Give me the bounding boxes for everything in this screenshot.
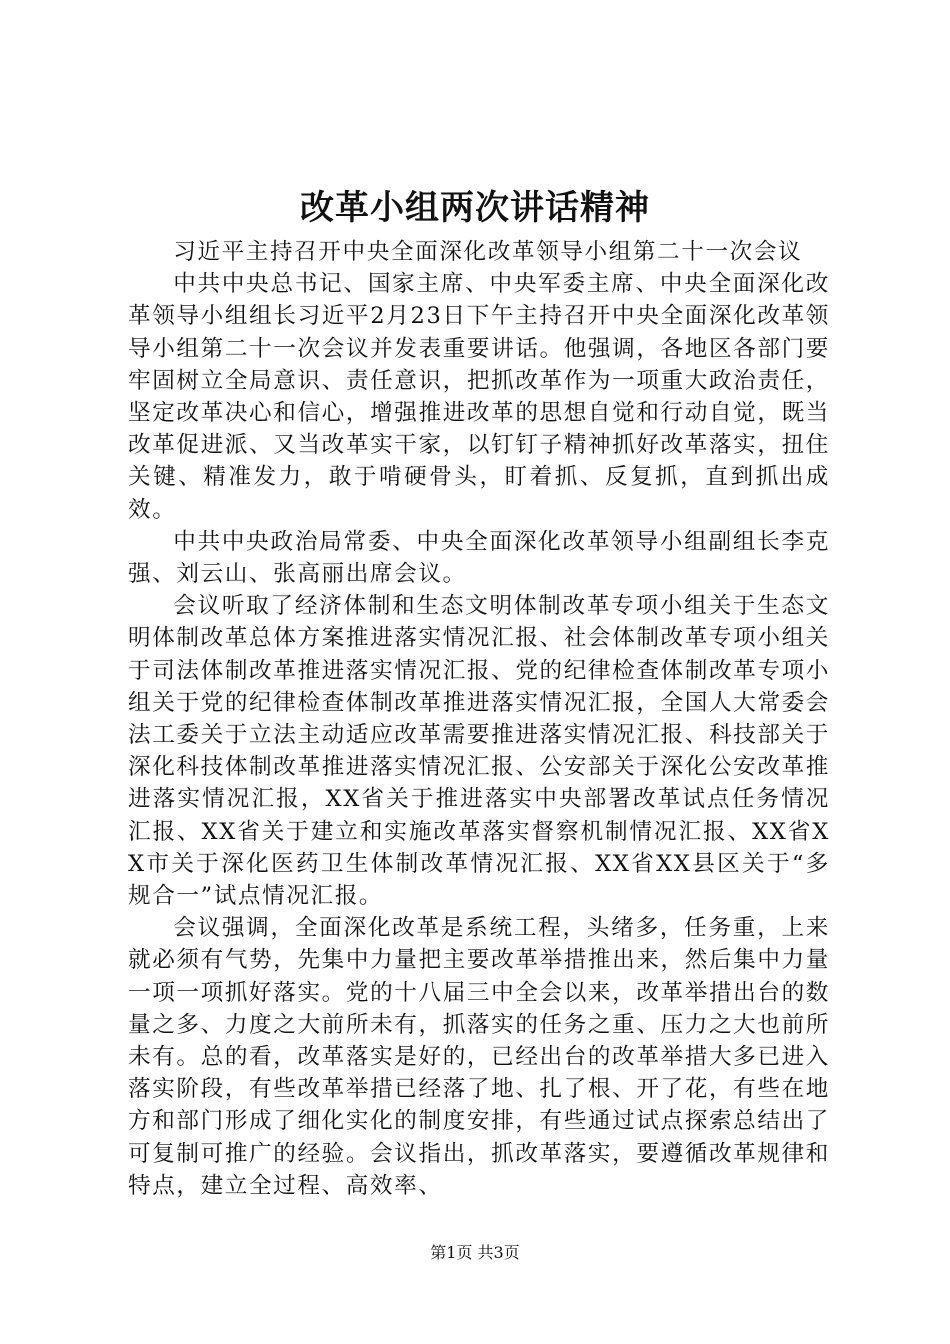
document-title: 改革小组两次讲话精神 bbox=[300, 188, 650, 228]
paragraph-meeting-heading: 习近平主持召开中央全面深化改革领导小组第二十一次会议 bbox=[173, 239, 803, 265]
paragraph-emphasis: 会议强调，全面深化改革是系统工程，头绪多，任务重，上来就必须有气势，先集中力量把主要改革举措推出来，然后集中力量一项一项抓好落实。党的十八届三中全会以来，改革举措出台的数量之多、力度之大前所未有，抓落实的任务之重、压力之大也前所未有。总的看，改革落实是好的，已经出台的改革举措大多已进入落实阶段，有些改革举措已经落了地、扎了根、开了花，有些在地方和部门形成了细化实化的制度安排，有些通过试点探索总结出了可复制可推广的经验。会议指出，抓改革落实，要遵循改革规律和特点，建立全过程、高效率、 bbox=[128, 915, 830, 1199]
page-indicator: 第1页 共3页 bbox=[430, 1243, 520, 1262]
paragraph-speech-summary: 中共中央总书记、国家主席、中央军委主席、中央全面深化改革领导小组组长习近平2月23日下午主持召开中央全面深化改革领导小组第二十一次会议并发表重要讲话。他强调，各地区各部门要牢固树立全局意识、责任意识，把抓改革作为一项重大政治责任，坚定改革决心和信心，增强推进改革的思想自觉和行动自觉，既当改革促进派、又当改革实干家，以钉钉子精神抓好改革落实，扭住关键、精准发力，敢于啃硬骨头，盯着抓、反复抓，直到抓出成效。 bbox=[128, 271, 830, 523]
paragraph-reports: 会议听取了经济体制和生态文明体制改革专项小组关于生态文明体制改革总体方案推进落实情况汇报、社会体制改革专项小组关于司法体制改革推进落实情况汇报、党的纪律检查体制改革专项小组关于党的纪律检查体制改革推进落实情况汇报，全国人大常委会法工委关于立法主动适应改革需要推进落实情况汇报、科技部关于深化科技体制改革推进落实情况汇报、公安部关于深化公安改革推进落实情况汇报，XX省关于推进落实中央部署改革试点任务情况汇报、XX省关于建立和实施改革落实督察机制情况汇报、XX省XX市关于深化医药卫生体制改革情况汇报、XX省XX县区关于“多规合一”试点情况汇报。 bbox=[128, 593, 830, 910]
paragraph-attendees: 中共中央政治局常委、中央全面深化改革领导小组副组长李克强、刘云山、张高丽出席会议。 bbox=[128, 528, 830, 588]
page-footer bbox=[0, 1242, 950, 1264]
document-body bbox=[128, 236, 830, 1202]
